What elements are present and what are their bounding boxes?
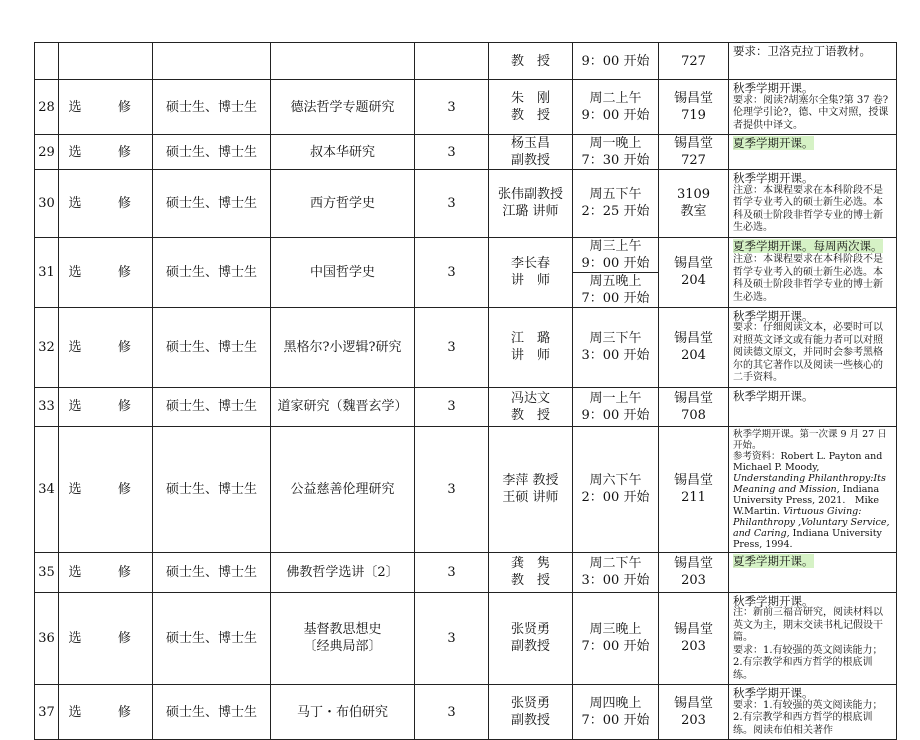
- course-name: 德法哲学专题研究: [271, 80, 415, 135]
- course-name: 佛教哲学选讲〔2〕: [271, 552, 415, 592]
- class-time: 9：00 开始: [573, 43, 659, 80]
- table-row: [35, 426, 897, 552]
- credit: 3: [415, 592, 489, 685]
- student-level: 硕士生、博士生: [153, 552, 271, 592]
- table-row: [35, 592, 897, 685]
- notes: 要求：卫洛克拉丁语教材。: [729, 43, 897, 80]
- course-type: 选 修: [59, 592, 153, 685]
- table-row: [35, 307, 897, 387]
- table-row: [35, 135, 897, 170]
- course-type: 选 修: [59, 685, 153, 740]
- credit: 3: [415, 170, 489, 238]
- teacher: 李萍 教授 王硕 讲师: [489, 426, 573, 552]
- course-type: 选 修: [59, 387, 153, 426]
- classroom: 锡昌堂 204: [659, 307, 729, 387]
- row-number: [35, 43, 59, 80]
- credit: 3: [415, 552, 489, 592]
- credit: [415, 43, 489, 80]
- notes: [729, 135, 897, 170]
- student-level: 硕士生、博士生: [153, 387, 271, 426]
- class-time: 周三下午 3：00 开始: [573, 307, 659, 387]
- class-time: 周二上午 9：00 开始: [573, 80, 659, 135]
- row-number: 34: [35, 426, 59, 552]
- row-number: 33: [35, 387, 59, 426]
- class-time: 周三晚上 7：00 开始: [573, 592, 659, 685]
- student-level: 硕士生、博士生: [153, 685, 271, 740]
- student-level: 硕士生、博士生: [153, 170, 271, 238]
- course-type: 选 修: [59, 237, 153, 307]
- row-number: 30: [35, 170, 59, 238]
- table-row: [35, 237, 897, 307]
- teacher: 朱 刚 教 授: [489, 80, 573, 135]
- notes: 秋季学期开课。第一次课 9 月 27 日开始。 参考资料：Robert L. Payton and Michael P. Moody, Understanding Philanthropy:Its Meaning and Mission, Indiana University Press, 2021. Mike W.Martin. Virtuous Giving: Philanthropy ,Voluntary Service, and Caring, Indiana University Press, 1994.: [729, 426, 897, 552]
- highlighted-note: 夏季学期开课。每周两次课。: [733, 238, 883, 253]
- row-number: 36: [35, 592, 59, 685]
- student-level: 硕士生、博士生: [153, 135, 271, 170]
- credit: 3: [415, 135, 489, 170]
- notes: 秋季学期开课。 要求：阅读?胡塞尔全集?第 37 卷?伦理学引论?，德、中文对照，授课者提供中译文。: [729, 80, 897, 135]
- notes: 秋季学期开课。 要求：仔细阅读文本，必要时可以对照英文译文或有能力者可以对照阅读德文原文，并同时会参考黑格尔的其它著作以及阅读一些核心的二手资料。: [729, 307, 897, 387]
- course-name: 黑格尔?小逻辑?研究: [271, 307, 415, 387]
- credit: 3: [415, 685, 489, 740]
- classroom: 727: [659, 43, 729, 80]
- class-time: 周一上午 9：00 开始: [573, 387, 659, 426]
- notes: 秋季学期开课。 注：新前三福音研究，阅读材料以英文为主，期末交读书札记假设干篇。 要求：1.有较强的英文阅读能力；2.有宗教学和西方哲学的根底训练。: [729, 592, 897, 685]
- notes: 秋季学期开课。 注意：本课程要求在本科阶段不是哲学专业考入的硕士新生必选。本科及硕士阶段非哲学专业的博士新生必选。: [729, 170, 897, 238]
- course-type: 选 修: [59, 80, 153, 135]
- course-name: 马丁・布伯研究: [271, 685, 415, 740]
- table-row: [35, 552, 897, 592]
- course-type: 选 修: [59, 135, 153, 170]
- teacher: 杨玉昌 副教授: [489, 135, 573, 170]
- notes: [729, 552, 897, 592]
- class-time: 周四晚上 7：00 开始: [573, 685, 659, 740]
- classroom: 锡昌堂 708: [659, 387, 729, 426]
- teacher: 张贤勇 副教授: [489, 592, 573, 685]
- notes: 秋季学期开课。 要求：1.有较强的英文阅读能力；2.有宗教学和西方哲学的根底训练。阅读布伯相关著作: [729, 685, 897, 740]
- student-level: 硕士生、博士生: [153, 592, 271, 685]
- teacher: 江 璐 讲 师: [489, 307, 573, 387]
- notes: 秋季学期开课。: [729, 387, 897, 426]
- course-name: 基督教思想史 〔经典局部〕: [271, 592, 415, 685]
- row-number: 37: [35, 685, 59, 740]
- classroom: 锡昌堂 211: [659, 426, 729, 552]
- credit: 3: [415, 307, 489, 387]
- class-time: 周一晚上 7：30 开始: [573, 135, 659, 170]
- classroom: 3109 教室: [659, 170, 729, 238]
- classroom: 锡昌堂 203: [659, 592, 729, 685]
- classroom: 锡昌堂 203: [659, 552, 729, 592]
- course-name: 中国哲学史: [271, 237, 415, 307]
- row-number: 32: [35, 307, 59, 387]
- table-row: [35, 80, 897, 135]
- highlighted-note: 夏季学期开课。: [733, 136, 814, 150]
- teacher: 李长春 讲 师: [489, 237, 573, 307]
- highlighted-note: 夏季学期开课。: [733, 553, 814, 568]
- row-number: 28: [35, 80, 59, 135]
- row-number: 29: [35, 135, 59, 170]
- table-row: [35, 387, 897, 426]
- course-table: [34, 42, 897, 740]
- credit: 3: [415, 426, 489, 552]
- course-type: 选 修: [59, 307, 153, 387]
- course-type: 选 修: [59, 426, 153, 552]
- course-type: 选 修: [59, 552, 153, 592]
- student-level: 硕士生、博士生: [153, 307, 271, 387]
- credit: 3: [415, 387, 489, 426]
- student-level: 硕士生、博士生: [153, 237, 271, 307]
- classroom: 锡昌堂 719: [659, 80, 729, 135]
- course-name: 道家研究（魏晋玄学）: [271, 387, 415, 426]
- student-level: 硕士生、博士生: [153, 426, 271, 552]
- classroom: 锡昌堂 727: [659, 135, 729, 170]
- course-name: 公益慈善伦理研究: [271, 426, 415, 552]
- class-time: 周三上午 9：00 开始 周五晚上 7：00 开始: [573, 237, 659, 307]
- teacher: 张伟副教授 江璐 讲师: [489, 170, 573, 238]
- class-time: 周六下午 2：00 开始: [573, 426, 659, 552]
- course-name: 西方哲学史: [271, 170, 415, 238]
- student-level: 硕士生、博士生: [153, 80, 271, 135]
- teacher: 教 授: [489, 43, 573, 80]
- course-type: 选 修: [59, 170, 153, 238]
- course-name: [271, 43, 415, 80]
- teacher: 冯达文 教 授: [489, 387, 573, 426]
- row-number: 35: [35, 552, 59, 592]
- row-number: 31: [35, 237, 59, 307]
- course-type: [59, 43, 153, 80]
- notes: 夏季学期开课。每周两次课。 注意：本课程要求在本科阶段不是哲学专业考入的硕士新生必选。本科及硕士阶段非哲学专业的博士新生必选。: [729, 237, 897, 307]
- classroom: 锡昌堂 203: [659, 685, 729, 740]
- credit: 3: [415, 80, 489, 135]
- course-name: 叔本华研究: [271, 135, 415, 170]
- classroom: 锡昌堂 204: [659, 237, 729, 307]
- teacher: 张贤勇 副教授: [489, 685, 573, 740]
- credit: 3: [415, 237, 489, 307]
- class-time: 周五下午 2：25 开始: [573, 170, 659, 238]
- table-row: [35, 685, 897, 740]
- student-level: [153, 43, 271, 80]
- table-row: [35, 43, 897, 80]
- table-row: [35, 170, 897, 238]
- class-time: 周二下午 3：00 开始: [573, 552, 659, 592]
- teacher: 龚 隽 教 授: [489, 552, 573, 592]
